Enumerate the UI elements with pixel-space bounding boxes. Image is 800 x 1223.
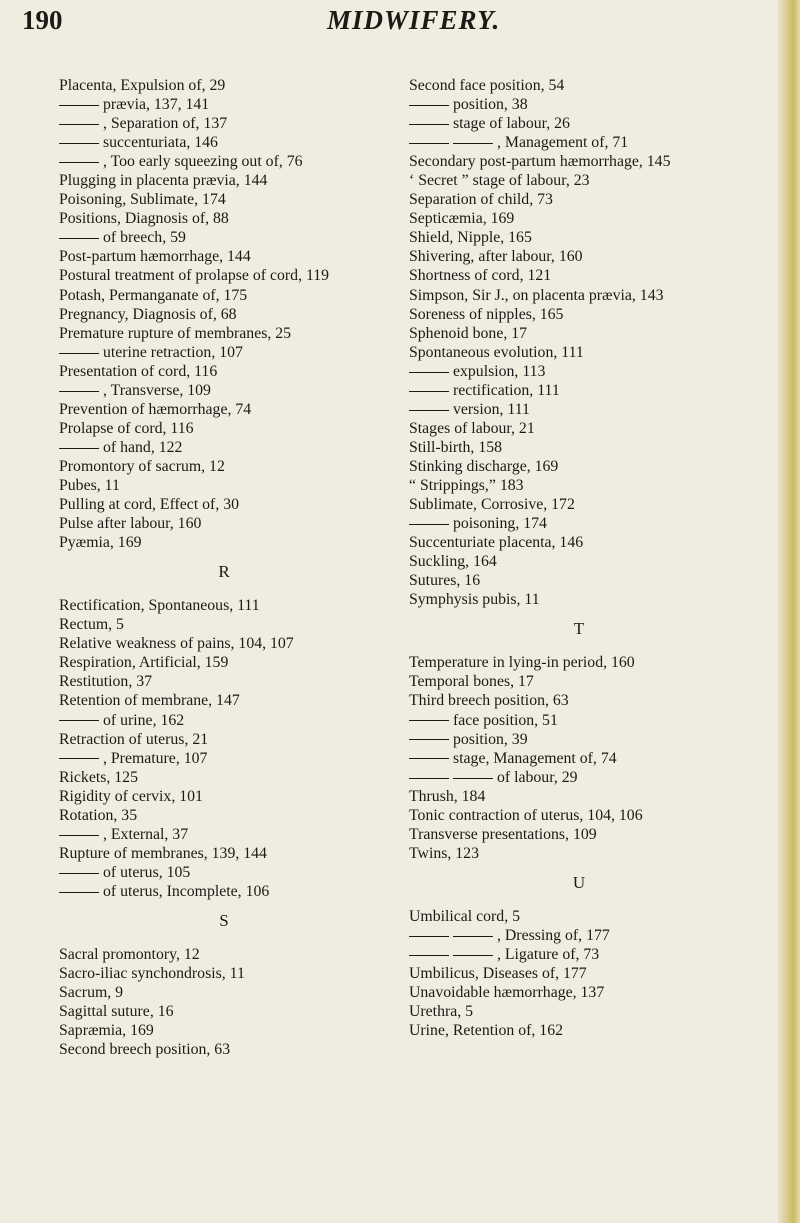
entry-text: expulsion, 113 [453,362,546,380]
index-entry [59,419,389,438]
index-entry [59,1002,389,1021]
entry-text: Shield, Nipple, 165 [409,229,532,247]
entry-text: Second breech position, 63 [59,1041,231,1059]
index-entry [409,806,749,825]
index-entry [409,672,749,691]
ditto-dash [409,720,449,721]
entry-text: rectification, 111 [453,381,560,399]
index-subentry [59,114,389,133]
index-subentry [409,749,749,768]
index-entry [59,76,389,95]
entry-text: Pyæmia, 169 [59,534,142,552]
index-entry [59,730,389,749]
ditto-dash [409,143,449,144]
entry-text: , Ligature of, 73 [497,946,600,964]
index-entry [409,286,749,305]
index-entry [59,615,389,634]
index-entry [409,76,749,95]
ditto-dash [453,955,493,956]
entry-text: Rectification, Spontaneous, 111 [59,597,260,615]
index-subentry [409,133,749,152]
index-entry [409,324,749,343]
entry-text: , Dressing of, 177 [497,926,610,944]
index-entry [409,552,749,571]
entry-text: Pregnancy, Diagnosis of, 68 [59,305,237,323]
entry-text: Poisoning, Sublimate, 174 [59,191,226,209]
entry-text: Succenturiate placenta, 146 [409,534,584,552]
index-entry [59,171,389,190]
entry-text: Rotation, 35 [59,806,138,824]
entry-text: Sacrum, 9 [59,984,124,1002]
entry-text: poisoning, 174 [453,515,547,533]
index-entry [59,634,389,653]
index-entry [409,653,749,672]
index-entry [409,228,749,247]
entry-text: , Transverse, 109 [103,381,211,399]
index-entry [409,209,749,228]
index-subentry [409,381,749,400]
ditto-dash [409,105,449,106]
ditto-dash [59,162,99,163]
index-entry [59,190,389,209]
section-letter: R [218,562,230,582]
entry-text: Respiration, Artificial, 159 [59,654,229,672]
entry-text: Third breech position, 63 [409,692,569,710]
entry-text: Urethra, 5 [409,1003,474,1021]
index-subentry [409,768,749,787]
entry-text: of hand, 122 [103,438,183,456]
index-entry [59,476,389,495]
index-subentry [409,514,749,533]
ditto-dash [59,124,99,125]
entry-text: Plugging in placenta prævia, 144 [59,172,268,190]
entry-text: , External, 37 [103,825,189,843]
ditto-dash [59,892,99,893]
entry-text: version, 111 [453,400,530,418]
entry-text: Sublimate, Corrosive, 172 [409,496,575,514]
entry-text: Sacral promontory, 12 [59,946,200,964]
index-entry [409,787,749,806]
index-entry [59,286,389,305]
entry-text: Simpson, Sir J., on placenta prævia, 143 [409,286,664,304]
entry-text: ‘ Secret ” stage of labour, 23 [409,172,590,190]
entry-text: stage of labour, 26 [453,115,570,133]
index-entry [409,571,749,590]
index-entry [59,768,389,787]
entry-text: Spontaneous evolution, 111 [409,343,584,361]
entry-text: Unavoidable hæmorrhage, 137 [409,984,605,1002]
entry-text: Shivering, after labour, 160 [409,248,583,266]
ditto-dash [453,778,493,779]
entry-text: Postural treatment of prolapse of cord, 119 [59,267,330,285]
ditto-dash [59,353,99,354]
entry-text: Rickets, 125 [59,768,138,786]
index-entry [59,362,389,381]
ditto-dash [409,955,449,956]
entry-text: Urine, Retention of, 162 [409,1022,563,1040]
index-entry [59,1021,389,1040]
index-entry [409,1021,749,1040]
entry-text: , Management of, 71 [497,134,629,152]
index-entry [409,305,749,324]
index-entry [409,343,749,362]
entry-text: position, 38 [453,96,528,114]
entry-text: prævia, 137, 141 [103,96,210,114]
entry-text: , Premature, 107 [103,749,208,767]
entry-text: Shortness of cord, 121 [409,267,552,285]
section-letter: T [573,619,585,639]
entry-text: Pulling at cord, Effect of, 30 [59,496,240,514]
ditto-dash [409,778,449,779]
page-edge [778,0,800,1223]
index-entry [409,457,749,476]
index-subentry [59,711,389,730]
index-subentry [59,228,389,247]
index-entry [59,691,389,710]
index-entry [59,672,389,691]
index-entry [409,964,749,983]
entry-text: Rigidity of cervix, 101 [59,787,203,805]
index-entry [59,806,389,825]
index-entry [409,438,749,457]
ditto-dash [59,835,99,836]
ditto-dash [409,936,449,937]
index-entry [409,152,749,171]
index-subentry [59,749,389,768]
entry-text: Second face position, 54 [409,77,565,94]
index-entry [59,653,389,672]
entry-text: Sacro-iliac synchondrosis, 11 [59,965,245,983]
index-subentry [409,114,749,133]
index-subentry [59,343,389,362]
entry-text: Pulse after labour, 160 [59,515,202,533]
ditto-dash [409,739,449,740]
ditto-dash [409,524,449,525]
entry-text: Tonic contraction of uterus, 104, 106 [409,806,643,824]
entry-text: face position, 51 [453,711,558,729]
entry-text: “ Strippings,” 183 [409,476,524,494]
entry-text: Suckling, 164 [409,553,497,571]
index-entry [59,1040,389,1059]
ditto-dash [409,372,449,373]
entry-text: succenturiata, 146 [103,134,218,152]
index-subentry [409,945,749,964]
index-entry [409,247,749,266]
entry-text: of breech, 59 [103,229,186,247]
running-head: MIDWIFERY. [327,5,501,35]
entry-text: Rupture of membranes, 139, 144 [59,844,267,862]
index-entry [59,266,389,285]
index-entry [59,787,389,806]
ditto-dash [409,391,449,392]
index-subentry [59,882,389,901]
index-entry [59,964,389,983]
entry-text: Thrush, 184 [409,787,486,805]
entry-text: Temperature in lying-in period, 160 [409,654,635,672]
index-entry [59,945,389,964]
ditto-dash [409,410,449,411]
entry-text: Premature rupture of membranes, 25 [59,324,292,342]
entry-text: Twins, 123 [409,844,479,862]
index-subentry [59,438,389,457]
index-entry [409,476,749,495]
ditto-dash [59,758,99,759]
entry-text: Rectum, 5 [59,616,124,634]
index-entry [409,983,749,1002]
entry-text: Stages of labour, 21 [409,419,535,437]
entry-text: Retraction of uterus, 21 [59,730,209,748]
index-subentry [409,730,749,749]
index-subentry [59,381,389,400]
index-entry [409,533,749,552]
ditto-dash [409,124,449,125]
index-subentry [59,95,389,114]
index-entry [409,171,749,190]
entry-text: Placenta, Expulsion of, 29 [59,77,226,94]
entry-text: Sphenoid bone, 17 [409,324,528,342]
ditto-dash [453,936,493,937]
index-entry [409,907,749,926]
index-entry [59,400,389,419]
index-entry [409,825,749,844]
index-entry [59,305,389,324]
section-letter: U [572,872,586,892]
index-column-left [59,76,389,1059]
ditto-dash [409,758,449,759]
entry-text: of urine, 162 [103,711,185,729]
entry-text: Secondary post-partum hæmorrhage, 145 [409,153,671,171]
index-entry [59,324,389,343]
index-entry [59,983,389,1002]
entry-text: Sagittal suture, 16 [59,1003,174,1021]
ditto-dash [59,143,99,144]
entry-text: Umbilical cord, 5 [409,907,520,925]
index-entry [409,844,749,863]
entry-text: Relative weakness of pains, 104, 107 [59,635,294,653]
entry-text: of uterus, 105 [103,863,191,881]
index-subentry [409,926,749,945]
entry-text: Stinking discharge, 169 [409,457,559,475]
index-column-right [409,76,749,1040]
entry-text: stage, Management of, 74 [453,749,617,767]
page-header [22,5,760,45]
entry-text: Umbilicus, Diseases of, 177 [409,965,587,983]
entry-text: Temporal bones, 17 [409,673,534,691]
entry-text: position, 39 [453,730,528,748]
entry-text: , Separation of, 137 [103,115,228,133]
entry-text: Soreness of nipples, 165 [409,305,564,323]
entry-text: , Too early squeezing out of, 76 [103,153,303,171]
entry-text: of labour, 29 [497,768,578,786]
index-entry [409,190,749,209]
entry-text: Symphysis pubis, 11 [409,591,540,609]
index-entry [409,419,749,438]
index-subentry [59,825,389,844]
entry-text: Prevention of hæmorrhage, 74 [59,400,252,418]
entry-text: Separation of child, 73 [409,191,553,209]
index-entry [409,590,749,609]
entry-text: Pubes, 11 [59,476,120,494]
entry-text: Sutures, 16 [409,572,481,590]
index-entry [59,514,389,533]
index-entry [59,596,389,615]
index-subentry [59,133,389,152]
section-letter: S [219,910,229,930]
entry-text: Septicæmia, 169 [409,210,515,228]
entry-text: Positions, Diagnosis of, 88 [59,210,229,228]
index-entry [59,495,389,514]
entry-text: Potash, Permanganate of, 175 [59,286,248,304]
index-subentry [409,711,749,730]
index-subentry [409,95,749,114]
index-entry [59,209,389,228]
ditto-dash [59,720,99,721]
index-subentry [59,152,389,171]
page-number: 190 [22,5,63,35]
entry-text: Promontory of sacrum, 12 [59,457,225,475]
index-entry [59,247,389,266]
index-subentry [409,400,749,419]
entry-text: of uterus, Incomplete, 106 [103,882,270,900]
index-entry [409,691,749,710]
ditto-dash [59,873,99,874]
ditto-dash [59,391,99,392]
index-entry [409,266,749,285]
index-subentry [59,863,389,882]
entry-text: Prolapse of cord, 116 [59,419,194,437]
entry-text: Transverse presentations, 109 [409,825,597,843]
index-entry [59,844,389,863]
ditto-dash [59,105,99,106]
ditto-dash [453,143,493,144]
entry-text: Still-birth, 158 [409,438,503,456]
entry-text: uterine retraction, 107 [103,343,243,361]
entry-text: Restitution, 37 [59,673,153,691]
index-entry [409,495,749,514]
ditto-dash [59,448,99,449]
index-subentry [409,362,749,381]
entry-text: Presentation of cord, 116 [59,362,218,380]
entry-text: Retention of membrane, 147 [59,692,240,710]
entry-text: Sapræmia, 169 [59,1022,154,1040]
index-entry [409,1002,749,1021]
index-entry [59,457,389,476]
ditto-dash [59,238,99,239]
index-entry [59,533,389,552]
entry-text: Post-partum hæmorrhage, 144 [59,248,251,266]
